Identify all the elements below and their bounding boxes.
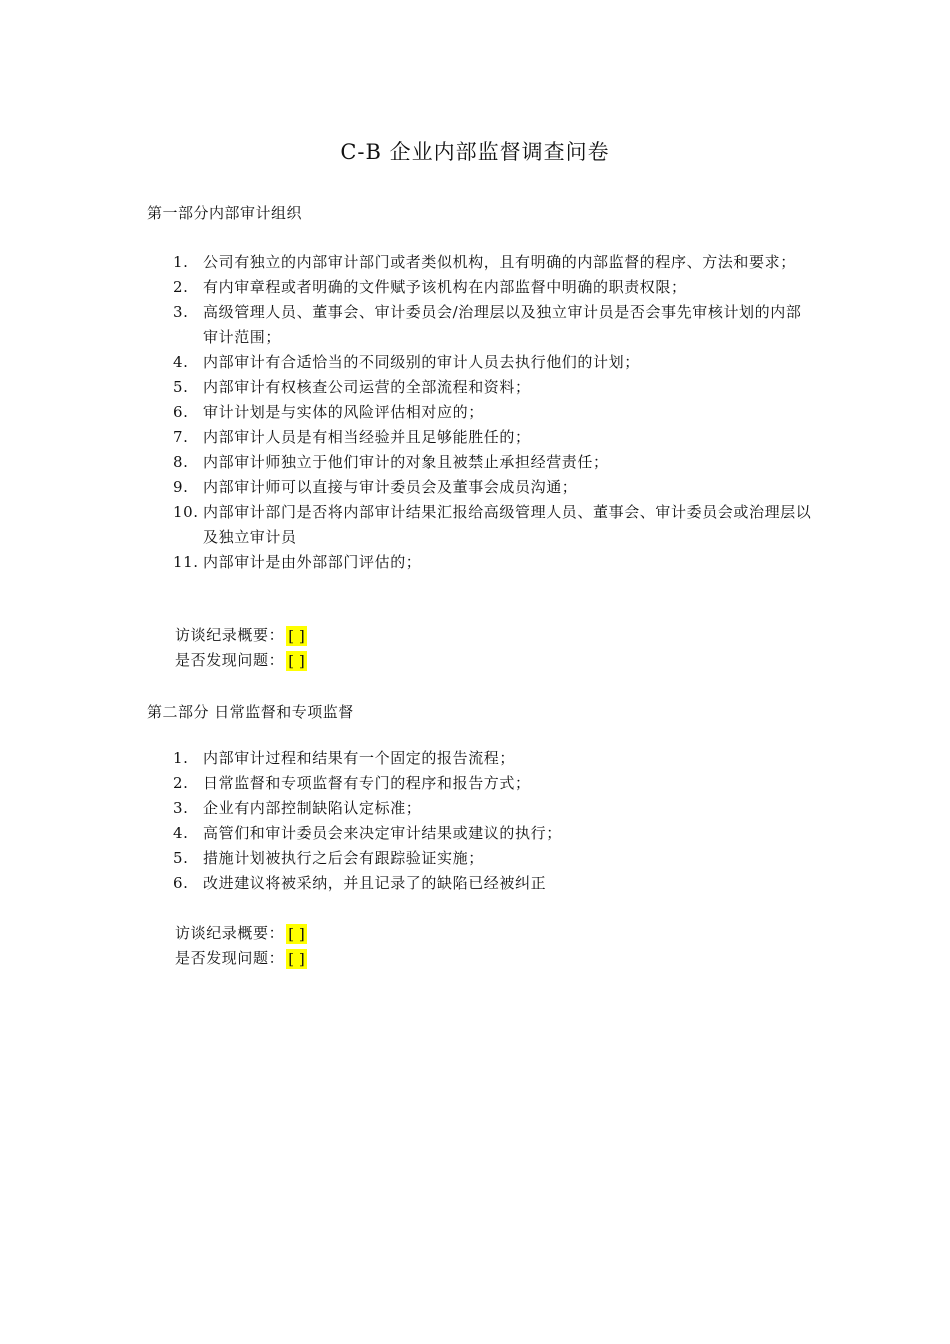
list-item	[173, 475, 813, 500]
interview-summary-field[interactable]: [ ]	[288, 626, 305, 645]
item-text: 高管们和审计委员会来决定审计结果或建议的执行；	[203, 824, 562, 842]
item-number: 5.	[173, 849, 189, 867]
item-text: 公司有独立的内部审计部门或者类似机构，且有明确的内部监督的程序、方法和要求；	[203, 253, 796, 271]
item-number: 4.	[173, 824, 189, 842]
item-number: 6.	[173, 403, 189, 421]
item-text: 审计计划是与实体的风险评估相对应的；	[203, 403, 484, 421]
item-text: 高级管理人员、董事会、审计委员会/治理层以及独立审计员是否会事先审核计划的内部审计范围；	[203, 303, 802, 346]
list-item	[173, 871, 813, 896]
item-number: 7.	[173, 428, 189, 446]
issue-found-field[interactable]: [ ]	[288, 651, 305, 670]
issue-found-row	[175, 648, 307, 673]
item-text: 内部审计有合适恰当的不同级别的审计人员去执行他们的计划；	[203, 353, 640, 371]
section-2-heading: 第二部分 日常监督和专项监督	[147, 703, 354, 721]
item-number: 1.	[173, 253, 189, 271]
interview-summary-label: 访谈纪录概要：	[175, 626, 285, 644]
section-1-heading: 第一部分内部审计组织	[147, 204, 303, 222]
list-item	[173, 846, 813, 871]
issue-found-label: 是否发现问题：	[175, 949, 285, 967]
issue-found-row	[175, 946, 307, 971]
item-number: 8.	[173, 453, 189, 471]
item-number: 2.	[173, 774, 189, 792]
item-text: 内部审计有权核查公司运营的全部流程和资料；	[203, 378, 531, 396]
issue-found-field[interactable]: [ ]	[288, 949, 305, 968]
list-item	[173, 350, 813, 375]
item-text: 改进建议将被采纳，并且记录了的缺陷已经被纠正	[203, 874, 547, 892]
item-number: 3.	[173, 799, 189, 817]
issue-found-label: 是否发现问题：	[175, 651, 285, 669]
list-item	[173, 425, 813, 450]
item-text: 内部审计过程和结果有一个固定的报告流程；	[203, 749, 516, 767]
item-text: 有内审章程或者明确的文件赋予该机构在内部监督中明确的职责权限；	[203, 278, 687, 296]
item-text: 内部审计人员是有相当经验并且足够能胜任的；	[203, 428, 531, 446]
list-item	[173, 375, 813, 400]
item-number: 3.	[173, 303, 189, 321]
list-item	[173, 500, 813, 550]
item-number: 4.	[173, 353, 189, 371]
interview-summary-field[interactable]: [ ]	[288, 924, 305, 943]
list-item	[173, 450, 813, 475]
list-item	[173, 275, 813, 300]
item-number: 10.	[173, 503, 199, 521]
list-item	[173, 796, 813, 821]
section-1-list	[173, 250, 813, 575]
item-number: 9.	[173, 478, 189, 496]
page-title: C-B 企业内部监督调查问卷	[340, 140, 610, 164]
list-item	[173, 250, 813, 275]
interview-summary-row	[175, 921, 307, 946]
section-1-interview	[175, 623, 307, 673]
item-number: 6.	[173, 874, 189, 892]
list-item	[173, 400, 813, 425]
item-number: 11.	[173, 553, 199, 571]
item-text: 内部审计部门是否将内部审计结果汇报给高级管理人员、董事会、审计委员会或治理层以及独立审计员	[203, 503, 812, 546]
item-number: 5.	[173, 378, 189, 396]
list-item	[173, 771, 813, 796]
interview-summary-row	[175, 623, 307, 648]
interview-summary-label: 访谈纪录概要：	[175, 924, 285, 942]
section-2-interview	[175, 921, 307, 971]
item-number: 1.	[173, 749, 189, 767]
item-text: 措施计划被执行之后会有跟踪验证实施；	[203, 849, 484, 867]
item-text: 内部审计是由外部部门评估的；	[203, 553, 422, 571]
list-item	[173, 746, 813, 771]
list-item	[173, 550, 813, 575]
item-text: 日常监督和专项监督有专门的程序和报告方式；	[203, 774, 531, 792]
section-2-list	[173, 746, 813, 896]
item-text: 内部审计师可以直接与审计委员会及董事会成员沟通；	[203, 478, 578, 496]
item-text: 内部审计师独立于他们审计的对象且被禁止承担经营责任；	[203, 453, 609, 471]
item-text: 企业有内部控制缺陷认定标准；	[203, 799, 422, 817]
item-number: 2.	[173, 278, 189, 296]
list-item	[173, 821, 813, 846]
list-item	[173, 300, 813, 350]
